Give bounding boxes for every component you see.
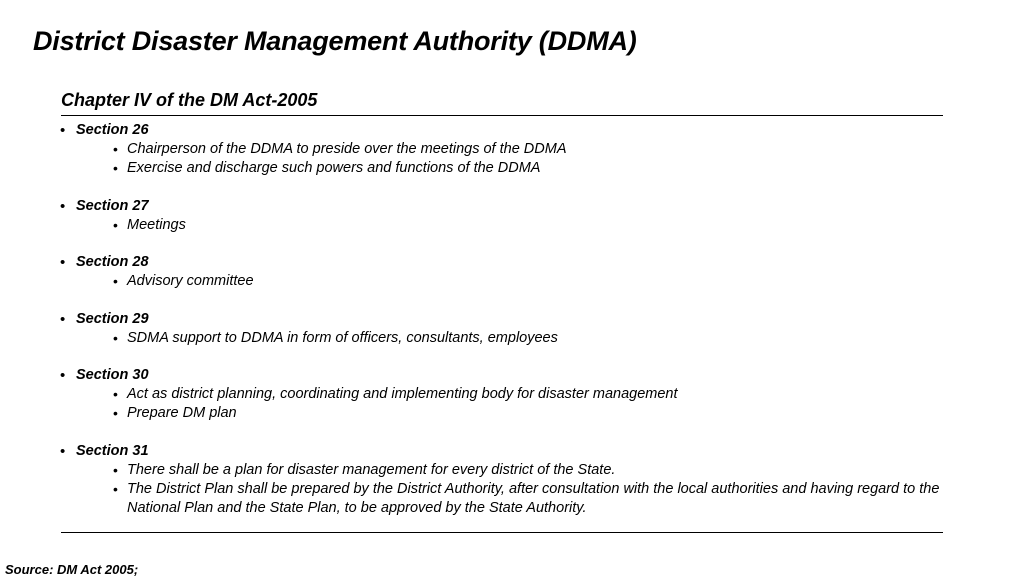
section-title: Section 29 xyxy=(76,310,149,327)
section-point xyxy=(76,272,940,291)
section-points xyxy=(76,461,940,518)
section-point-text: Prepare DM plan xyxy=(127,405,237,421)
section-point-text: Act as district planning, coordinating and implementing body for disaster management xyxy=(127,386,678,402)
bullet-icon: • xyxy=(113,480,118,497)
section-point-text: The District Plan shall be prepared by the District Authority, after consultation with the local authorities and having regard to the National Plan and the State Plan, to be approved by the State Authority. xyxy=(127,480,940,516)
section-point xyxy=(76,140,940,159)
section-points xyxy=(76,385,940,423)
section-list xyxy=(60,121,940,518)
bullet-icon: • xyxy=(60,442,66,460)
section-point-text: Exercise and discharge such powers and functions of the DDMA xyxy=(127,160,541,176)
section-point xyxy=(76,216,940,235)
bullet-icon: • xyxy=(113,405,118,421)
bullet-icon: • xyxy=(60,310,66,328)
section-item xyxy=(60,197,940,235)
section-point xyxy=(76,385,940,404)
bullet-icon: • xyxy=(113,216,118,233)
section-item xyxy=(60,366,940,423)
section-item xyxy=(60,310,940,348)
section-title: Section 27 xyxy=(76,197,149,214)
section-point-text: SDMA support to DDMA in form of officers, consultants, employees xyxy=(127,329,558,346)
bottom-divider xyxy=(61,532,943,533)
top-divider xyxy=(61,115,943,116)
page-title: District Disaster Management Authority (DDMA) xyxy=(33,26,637,56)
bullet-icon: • xyxy=(60,367,66,384)
section-item xyxy=(60,253,940,291)
bullet-icon: • xyxy=(113,141,118,157)
bullet-icon: • xyxy=(60,122,66,139)
section-title: Section 30 xyxy=(76,367,149,383)
section-point xyxy=(76,159,940,178)
section-points xyxy=(76,216,940,235)
bullet-icon: • xyxy=(113,329,118,346)
section-point-text: There shall be a plan for disaster management for every district of the State. xyxy=(127,461,616,478)
bullet-icon: • xyxy=(113,461,118,478)
section-points xyxy=(76,140,940,178)
section-point-text: Advisory committee xyxy=(127,273,254,289)
bullet-icon: • xyxy=(60,197,66,215)
section-point-text: Meetings xyxy=(127,216,186,233)
section-item xyxy=(60,442,940,518)
section-point xyxy=(76,461,940,480)
bullet-icon: • xyxy=(113,273,118,289)
bullet-icon: • xyxy=(60,254,66,271)
section-point xyxy=(76,329,940,348)
section-point-text: Chairperson of the DDMA to preside over the meetings of the DDMA xyxy=(127,141,567,157)
section-points xyxy=(76,272,940,291)
bullet-icon: • xyxy=(113,386,118,402)
section-points xyxy=(76,329,940,348)
section-item xyxy=(60,121,940,178)
bullet-icon: • xyxy=(113,160,118,176)
chapter-subtitle: Chapter IV of the DM Act-2005 xyxy=(61,90,318,110)
section-point xyxy=(76,480,940,518)
section-title: Section 28 xyxy=(76,254,149,270)
section-point xyxy=(76,404,940,423)
source-note: Source: DM Act 2005; xyxy=(5,562,139,577)
section-title: Section 26 xyxy=(76,122,149,138)
section-title: Section 31 xyxy=(76,442,149,459)
